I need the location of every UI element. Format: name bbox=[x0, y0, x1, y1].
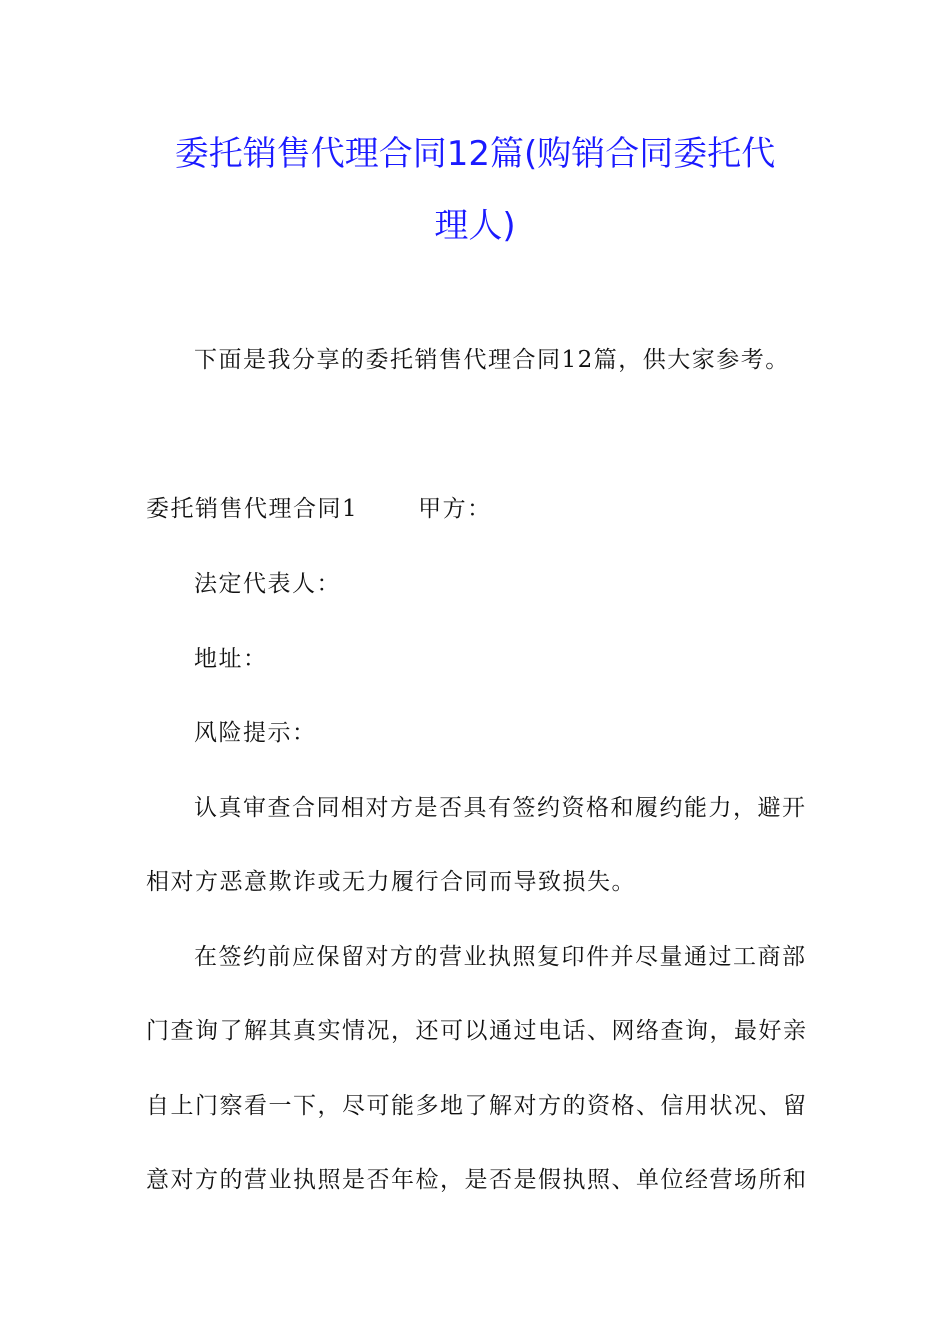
section-heading: 委托销售代理合同1 bbox=[146, 496, 359, 522]
document-title-line-1: 委托销售代理合同12篇(购销合同委托代 bbox=[174, 134, 776, 174]
paragraph-1-line-1: 认真审查合同相对方是否具有签约资格和履约能力，避开 bbox=[194, 795, 807, 821]
risk-tip-label: 风险提示： bbox=[194, 720, 317, 746]
paragraph-2-line-4: 意对方的营业执照是否年检，是否是假执照、单位经营场所和 bbox=[146, 1167, 808, 1193]
document-title-line-2: 理人) bbox=[434, 206, 516, 246]
paragraph-2-line-1: 在签约前应保留对方的营业执照复印件并尽量通过工商部 bbox=[194, 944, 807, 970]
section-heading-row bbox=[146, 494, 492, 524]
paragraph-1-line-2: 相对方恶意欺诈或无力履行合同而导致损失。 bbox=[146, 869, 636, 895]
party-a-label: 甲方： bbox=[418, 496, 492, 522]
legal-representative-label: 法定代表人： bbox=[194, 571, 341, 597]
paragraph-2-line-2: 门查询了解其真实情况，还可以通过电话、网络查询，最好亲 bbox=[146, 1018, 808, 1044]
paragraph-2-line-3: 自上门察看一下，尽可能多地了解对方的资格、信用状况、留 bbox=[146, 1093, 808, 1119]
intro-text: 下面是我分享的委托销售代理合同12篇，供大家参考。 bbox=[194, 347, 790, 373]
address-label: 地址： bbox=[194, 646, 268, 672]
